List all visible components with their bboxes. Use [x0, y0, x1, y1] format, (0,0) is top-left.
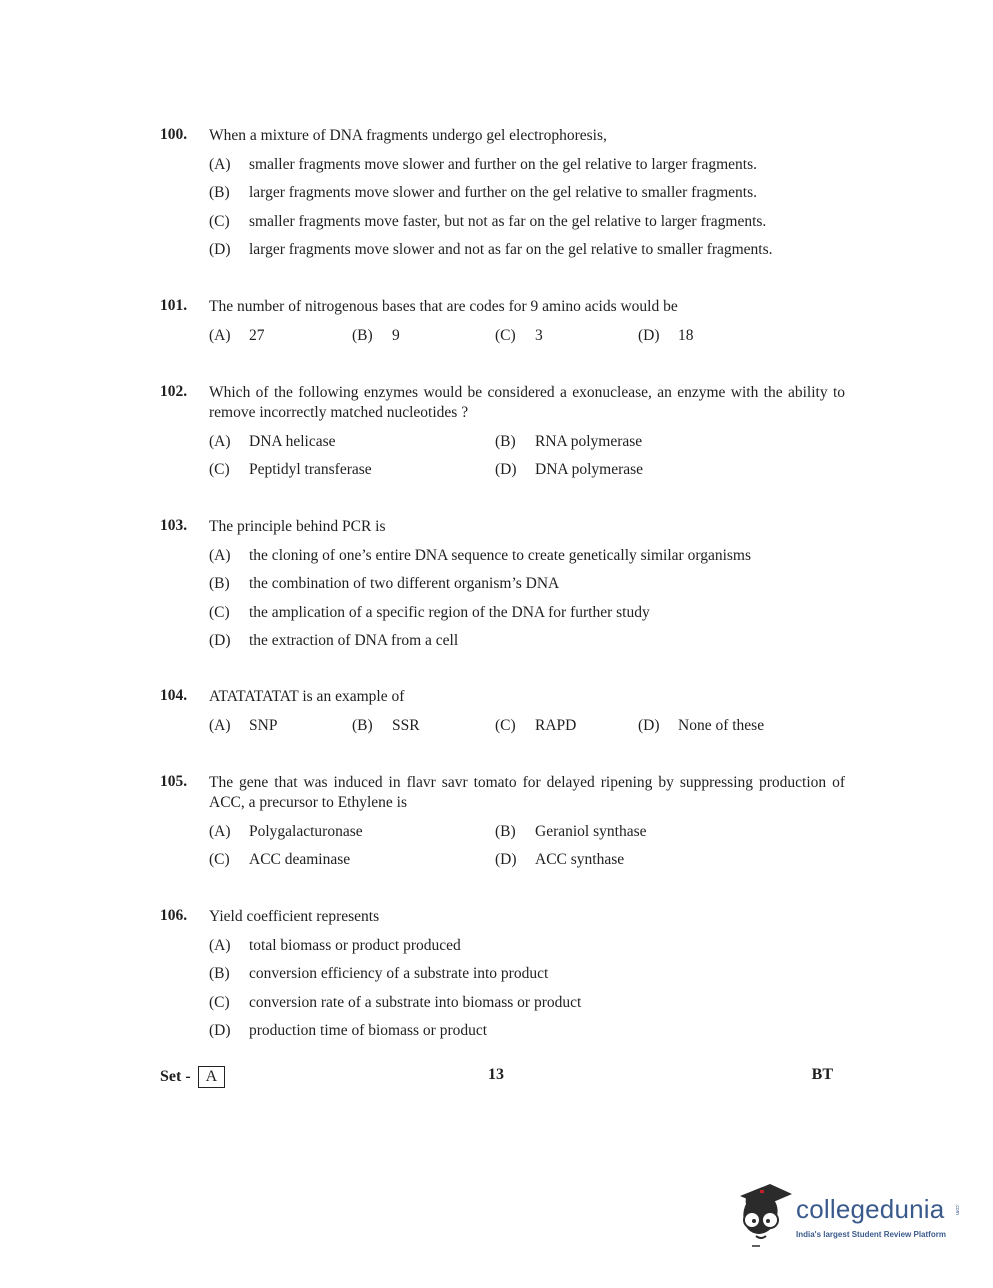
option-b: (B) SSR — [352, 716, 420, 734]
logo-tagline: India's largest Student Review Platform — [796, 1230, 946, 1239]
question-number: 104. — [160, 687, 188, 704]
option-c: (C) 3 — [495, 326, 543, 344]
option-c: (C) the amplication of a specific region of the DNA for further study — [209, 603, 650, 621]
question-102 — [160, 383, 845, 480]
logo-suffix: .com — [954, 1204, 960, 1215]
option-a: (A) SNP — [209, 716, 278, 734]
option-a: (A) smaller fragments move slower and further on the gel relative to larger fragments. — [209, 155, 758, 173]
question-101 — [160, 297, 845, 346]
set-label: Set - — [160, 1068, 191, 1085]
option-b: (B) RNA polymerase — [495, 432, 643, 450]
option-a: (A) the cloning of one’s entire DNA sequence to create genetically similar organisms — [209, 546, 752, 564]
question-106 — [160, 907, 845, 1041]
option-d: (D) the extraction of DNA from a cell — [209, 632, 459, 649]
paper-code: BT — [811, 1066, 833, 1083]
question-text: The number of nitrogenous bases that are codes for 9 amino acids would be — [209, 298, 678, 315]
option-a: (A) DNA helicase — [209, 432, 336, 450]
option-a: (A) total biomass or product produced — [209, 936, 461, 954]
question-text: The principle behind PCR is — [209, 518, 386, 535]
option-d: (D) DNA polymerase — [495, 461, 644, 478]
question-number: 105. — [160, 773, 188, 790]
set-value-box: A — [198, 1066, 226, 1088]
logo-name: collegedunia — [796, 1194, 945, 1224]
question-103 — [160, 517, 845, 651]
option-c: (C) ACC deaminase — [209, 851, 351, 868]
question-text: When a mixture of DNA fragments undergo gel electrophoresis, — [209, 127, 607, 144]
option-d: (D) larger fragments move slower and not as far on the gel relative to smaller fragments. — [209, 241, 773, 258]
option-c: (C) smaller fragments move faster, but not as far on the gel relative to larger fragments. — [209, 212, 767, 230]
question-text: Yield coefficient represents — [209, 908, 380, 925]
option-b: (B) larger fragments move slower and further on the gel relative to smaller fragments. — [209, 184, 758, 201]
option-d: (D) None of these — [638, 716, 765, 734]
collegedunia-logo — [734, 1180, 960, 1252]
option-b: (B) Geraniol synthase — [495, 822, 647, 840]
question-text: Which of the following enzymes would be considered a exonuclease, an enzyme with the ability to remove incorrectly matched nucleotides ? — [209, 384, 845, 421]
option-a: (A) 27 — [209, 326, 265, 344]
option-d: (D) 18 — [638, 326, 694, 344]
option-d: (D) production time of biomass or product — [209, 1022, 488, 1039]
question-105 — [160, 773, 845, 870]
option-b: (B) 9 — [352, 326, 400, 344]
option-a: (A) Polygalacturonase — [209, 822, 363, 840]
question-100 — [160, 126, 845, 260]
question-number: 101. — [160, 297, 188, 314]
page-footer — [160, 1066, 833, 1088]
question-text: ATATATATAT is an example of — [209, 688, 405, 705]
question-number: 102. — [160, 383, 188, 400]
question-number: 103. — [160, 517, 188, 534]
set-indicator — [160, 1066, 225, 1088]
page-number: 13 — [488, 1066, 504, 1083]
option-c: (C) conversion rate of a substrate into biomass or product — [209, 993, 582, 1011]
option-b: (B) conversion efficiency of a substrate into product — [209, 965, 549, 982]
option-d: (D) ACC synthase — [495, 851, 625, 868]
option-c: (C) Peptidyl transferase — [209, 461, 372, 478]
question-number: 106. — [160, 907, 188, 924]
question-number: 100. — [160, 126, 188, 143]
option-b: (B) the combination of two different organism’s DNA — [209, 575, 560, 592]
question-104 — [160, 687, 845, 736]
question-text: The gene that was induced in flavr savr tomato for delayed ripening by suppressing production of ACC, a precursor to Ethylene is — [209, 774, 845, 811]
mascot-icon — [734, 1180, 794, 1252]
option-c: (C) RAPD — [495, 716, 577, 734]
